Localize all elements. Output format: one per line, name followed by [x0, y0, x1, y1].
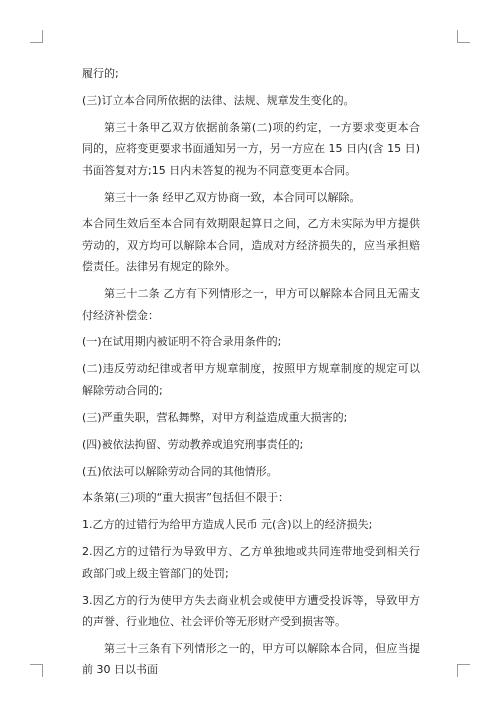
document-body [82, 63, 420, 686]
paragraph: 第三十条甲乙双方依据前条第(二)项的约定，一方要求变更本合同的，应将变更要求书面通知另一方，另一方应在 15 日内(含 15 日)书面答复对方;15 日内未答复的视为不同意变更本合同。 [82, 120, 420, 177]
paragraph: 第三十三条有下列情形之一的，甲方可以解除本合同，但应当提前 30 日以书面 [82, 641, 420, 677]
paragraph: 本合同生效后至本合同有效期限起算日之间，乙方未实际为甲方提供劳动的，双方均可以解除本合同，造成对方经济损失的，应当承担赔偿责任。法律另有规定的除外。 [82, 217, 420, 274]
paragraph: 3.因乙方的行为使甲方失去商业机会或使甲方遭受投诉等，导致甲方的声誉、行业地位、社会评价等无形财产受到损害等。 [82, 593, 420, 628]
paragraph: (五)依法可以解除劳动合同的其他情形。 [82, 464, 278, 478]
crop-mark-top-right [457, 30, 470, 43]
paragraph: 履行的; [82, 67, 119, 80]
crop-mark-top-left [30, 30, 43, 43]
paragraph: 第三十一条 经甲乙双方协商一致，本合同可以解除。 [104, 190, 361, 204]
paragraph: 本条第(三)项的“重大损害”包括但不限于： [82, 491, 289, 505]
paragraph: (一)在试用期内被证明不符合录用条件的; [82, 335, 282, 349]
crop-mark-bottom-right [457, 664, 470, 677]
paragraph: (三)订立本合同所依据的法律、法规、规章发生变化的。 [82, 93, 355, 107]
paragraph: 2.因乙方的过错行为导致甲方、乙方单独地或共同连带地受到相关行政部门或上级主管部门的处罚; [82, 545, 420, 580]
paragraph: (二)违反劳动纪律或者甲方规章制度，按照甲方规章制度的规定可以解除劳动合同的; [82, 362, 420, 397]
crop-mark-bottom-left [30, 664, 43, 677]
paragraph: 第三十二条 乙方有下列情形之一，甲方可以解除本合同且无需支付经济补偿金： [82, 287, 420, 322]
paragraph: (四)被依法拘留、劳动教养或追究刑事责任的; [82, 437, 304, 451]
paragraph: 1.乙方的过错行为给甲方造成人民币 元(含)以上的经济损失; [82, 518, 373, 532]
paragraph: (三)严重失职，营私舞弊，对甲方利益造成重大损害的; [82, 410, 348, 424]
